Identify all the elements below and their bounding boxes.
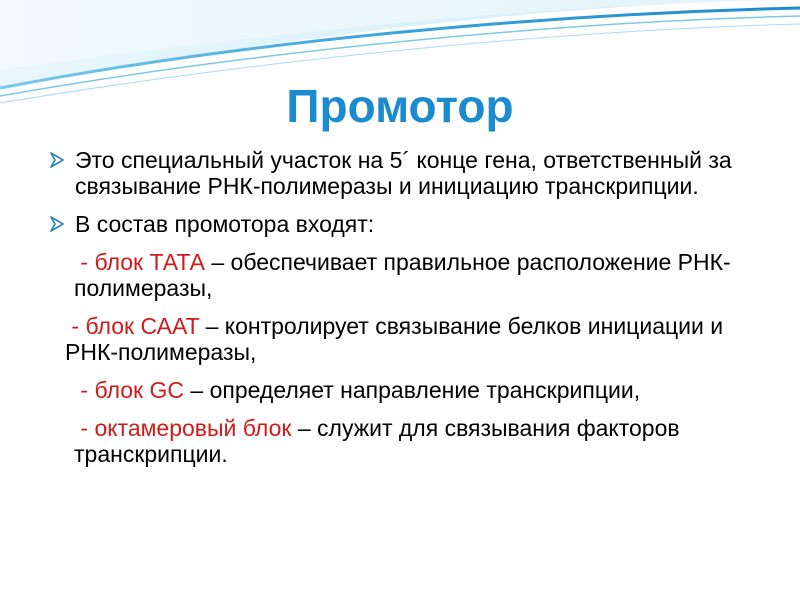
component-caat-description: – контролирует связывание белков инициации и РНК-полимеразы,	[65, 313, 724, 365]
slide-content	[48, 147, 748, 479]
component-tata	[48, 249, 748, 301]
bullet-composition-text: В состав промотора входят:	[75, 211, 375, 237]
component-gc-name: - блок GC	[74, 377, 185, 403]
component-octamer	[48, 415, 748, 467]
component-tata-description: – обеспечивает правильное расположение РНК-полимеразы,	[74, 249, 731, 301]
component-caat-name: - блок САAT	[65, 313, 200, 339]
bullet-composition	[48, 211, 748, 237]
arrowhead-bullet-icon	[48, 151, 66, 169]
component-octamer-description: – служит для связывания факторов транскрипции.	[74, 415, 680, 467]
bullet-definition	[48, 147, 748, 199]
component-tata-name: - блок ТАТА	[74, 249, 205, 275]
component-caat	[48, 313, 748, 365]
component-octamer-name: - октамеровый блок	[74, 415, 292, 441]
slide-title: Промотор	[286, 80, 514, 132]
component-gc-description: – определяет направление транскрипции,	[184, 377, 641, 403]
component-gc	[48, 377, 748, 403]
arrowhead-bullet-icon	[48, 215, 66, 233]
bullet-definition-text: Это специальный участок на 5´ конце гена, ответственный за связывание РНК-полимеразы и инициацию транскрипции.	[75, 147, 732, 199]
